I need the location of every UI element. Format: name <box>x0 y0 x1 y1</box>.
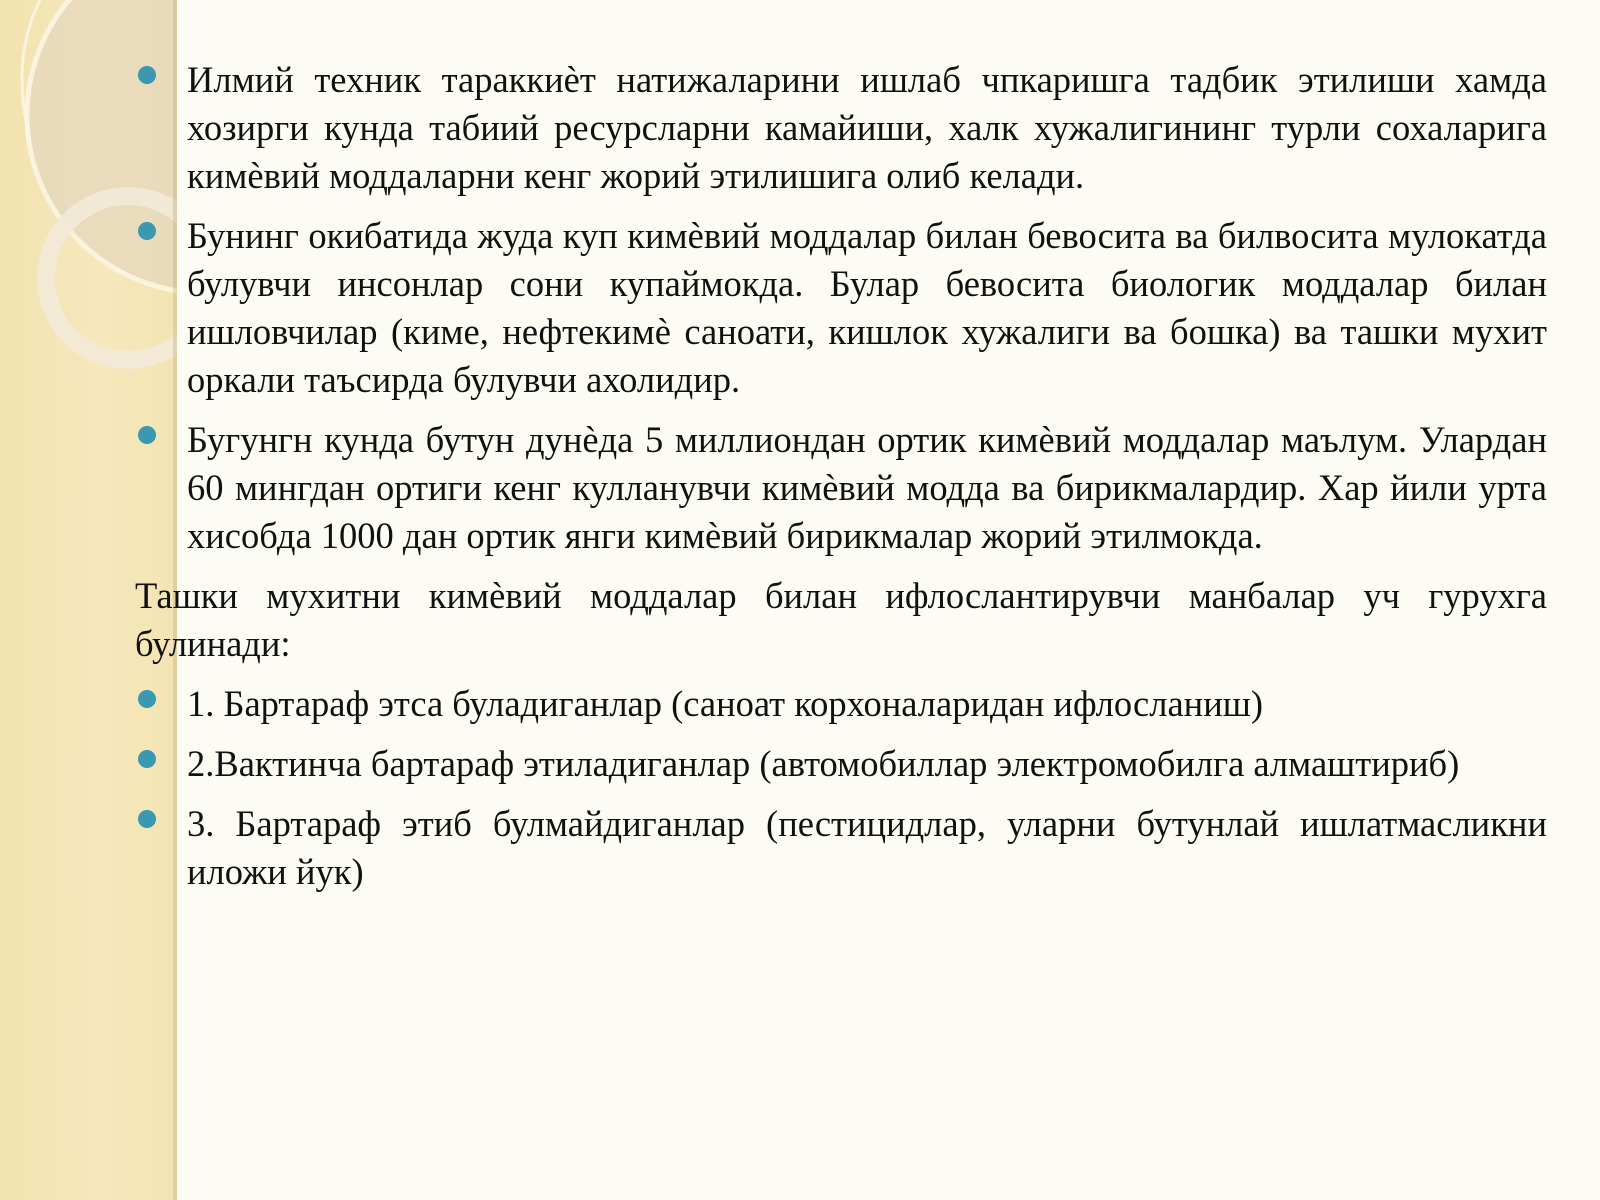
bullet-dot-icon <box>138 750 156 768</box>
bullet-text: 2.Вактинча бартараф этиладиганлар (автомобиллар электромобилга алмаштириб) <box>187 743 1460 784</box>
bullet-text: Бугунгн кунда бутун дунѐда 5 миллиондан ортик кимѐвий моддалар маълум. Улардан 60 мингдан ортиги кенг кулланувчи кимѐвий модда ва бирикмалардир. Хар йили урта хисобда 1000 дан ортик янги кимѐвий бирикмалар жорий этилмокда. <box>187 419 1547 556</box>
bullet-item <box>135 416 1547 560</box>
bullet-item <box>135 56 1547 200</box>
bullet-text: Илмий техник тараккиѐт натижаларини ишлаб чпкаришга тадбик этилиши хамда хозирги кунда табиий ресурсларни камайиши, халк хужалигининг турли сохаларига кимѐвий моддаларни кенг жорий этилишига олиб келади. <box>187 59 1547 196</box>
bullet-dot-icon <box>138 222 156 240</box>
slide-body <box>135 56 1547 908</box>
bullet-dot-icon <box>138 426 156 444</box>
bullet-item <box>135 680 1547 728</box>
bullet-text: Бунинг окибатида жуда куп кимѐвий моддалар билан бевосита ва билвосита мулокатда булувчи инсонлар сони купаймокда. Булар бевосита биологик моддалар билан ишловчилар (киме, нефтекимѐ саноати, кишлок хужалиги ва бошка) ва ташки мухит оркали таъсирда булувчи ахолидир. <box>187 215 1547 400</box>
bullet-dot-icon <box>138 690 156 708</box>
bullet-item <box>135 212 1547 404</box>
bullet-item <box>135 800 1547 896</box>
intro-paragraph: Ташки мухитни кимѐвий моддалар билан ифлослантирувчи манбалар уч гурухга булинади: <box>135 575 1547 664</box>
bullet-item <box>135 740 1547 788</box>
bullet-text: 1. Бартараф этса буладиганлар (саноат корхоналаридан ифлосланиш) <box>187 683 1264 724</box>
bullet-text: 3. Бартараф этиб булмайдиганлар (пестицидлар, уларни бутунлай ишлатмасликни иложи йук) <box>187 803 1547 892</box>
bullet-dot-icon <box>138 66 156 84</box>
bullet-dot-icon <box>138 810 156 828</box>
